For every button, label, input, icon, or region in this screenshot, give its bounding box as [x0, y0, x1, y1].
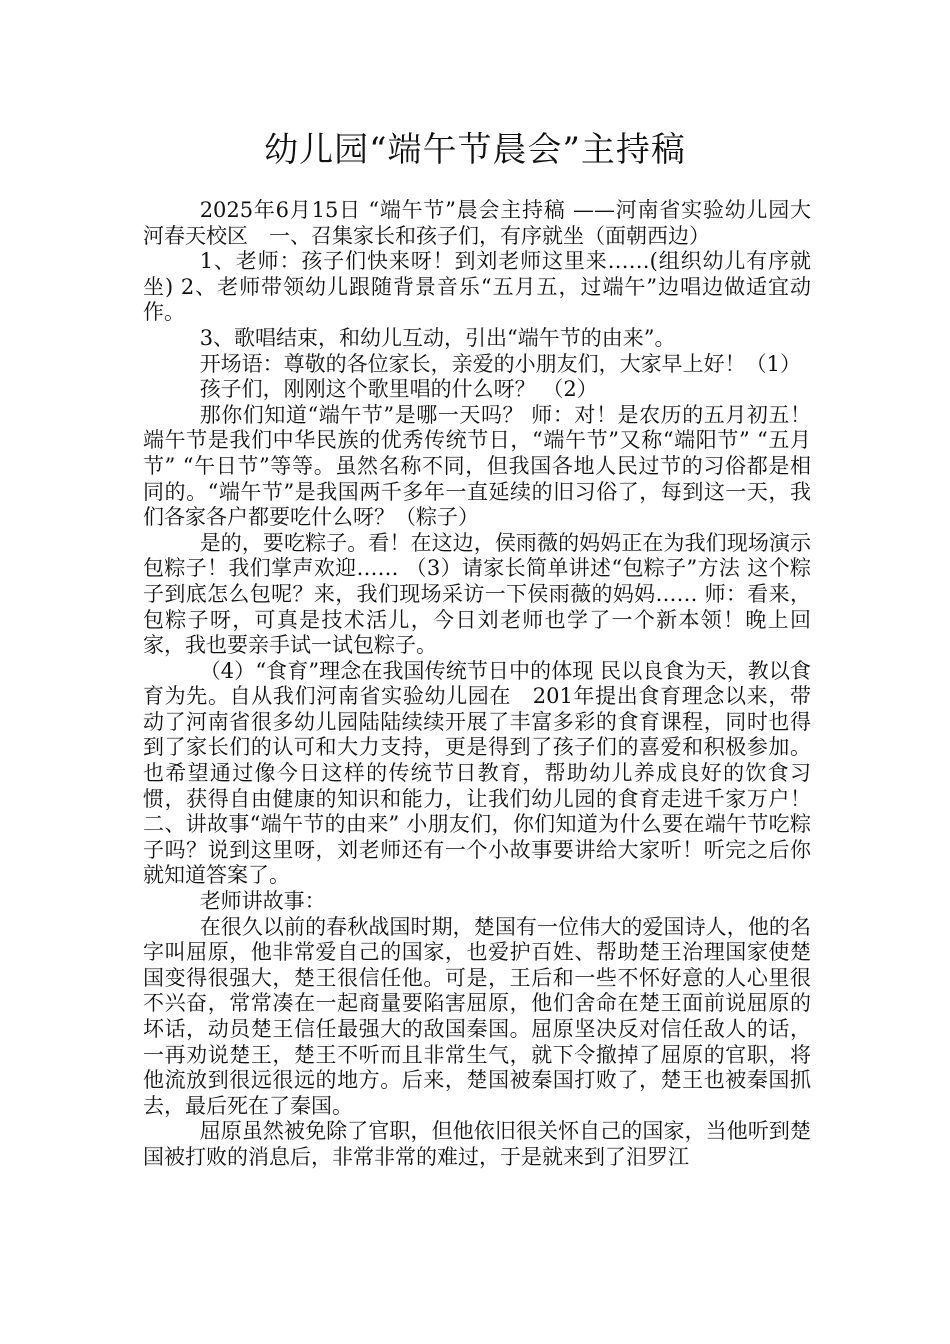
- paragraph-question: 孩子们，刚刚这个歌里唱的什么呀？ （2）: [199, 377, 598, 402]
- paragraph-story-2: 屈原虽然被免除了官职，但他依旧很关怀自己的国家，当他听到楚国被打败的消息后，非常非常的难过，于是就来到了汨罗江: [143, 1119, 811, 1169]
- paragraph-festival-date: 那你们知道“端午节”是哪一天吗？ 师：对！是农历的五月初五！端午节是我们中华民族的优秀传统节日，“端午节”又称“端阳节” “五月节” “午日节”等等。虽然名称不同，但我国各地人民过节的习俗都是相同的。“端午节”是我国两千多年一直延续的旧习俗了，每到这一天，我们各家各户都要吃什么呀？（粽子）: [143, 402, 811, 530]
- paragraph-step-1-2: 1、老师：孩子们快来呀！到刘老师这里来……(组织幼儿有序就坐) 2、老师带领幼儿跟随背景音乐“五月五，过端午”边唱边做适宜动作。: [143, 249, 811, 325]
- paragraph-food-education: （4）“食育”理念在我国传统节日中的体现 民以良食为天，教以食育为先。自从我们河南省实验幼儿园在 201年提出食育理念以来，带动了河南省很多幼儿园陆陆续续开展了丰富多彩的食育课程，同时也得到了家长们的认可和大力支持，更是得到了孩子们的喜爱和积极参加。也希望通过像今日这样的传统节日教育，帮助幼儿养成良好的饮食习惯，获得自由健康的知识和能力，让我们幼儿园的食育走进千家万户！ 二、讲故事“端午节的由来” 小朋友们，你们知道为什么要在端午节吃粽子吗？说到这里呀，刘老师还有一个小故事要讲给大家听！听完之后你就知道答案了。: [143, 658, 832, 888]
- paragraph-story-heading: 老师讲故事：: [199, 889, 326, 914]
- document-body: [143, 198, 832, 1171]
- paragraph-opening: 开场语：尊敬的各位家长，亲爱的小朋友们，大家早上好！（1）: [199, 351, 802, 376]
- document-title: 幼儿园“端午节晨会”主持稿: [264, 130, 686, 170]
- paragraph-step-3: 3、歌唱结束，和幼儿互动，引出“端午节的由来”。: [199, 325, 676, 350]
- paragraph-zongzi: 是的，要吃粽子。看！在这边，侯雨薇的妈妈正在为我们现场演示包粽子！我们掌声欢迎…… （3）请家长简单讲述“包粽子”方法 这个粽子到底怎么包呢？来，我们现场采访一下侯雨薇的妈妈…… 师：看来，包粽子呀，可真是技术活儿，今日刘老师也学了一个新本领！晚上回家，我也要亲手试一试包粽子。: [143, 530, 811, 658]
- paragraph-story-1: 在很久以前的春秋战国时期，楚国有一位伟大的爱国诗人，他的名字叫屈原，他非常爱自己的国家，也爱护百姓、帮助楚王治理国家使楚国变得很强大，楚王很信任他。可是，王后和一些不怀好意的人心里很不兴奋，常常凑在一起商量要陷害屈原，他们舍命在楚王面前说屈原的坏话，动员楚王信任最强大的敌国秦国。屈原坚决反对信任敌人的话，一再劝说楚王，楚王不听而且非常生气，就下令撤掉了屈原的官职，将他流放到很远很远的地方。后来，楚国被秦国打败了，楚王也被秦国抓去，最后死在了秦国。: [143, 914, 811, 1118]
- paragraph-intro: 2025年6月15日 “端午节”晨会主持稿 ——河南省实验幼儿园大河春天校区 一、召集家长和孩子们，有序就坐（面朝西边）: [143, 198, 811, 248]
